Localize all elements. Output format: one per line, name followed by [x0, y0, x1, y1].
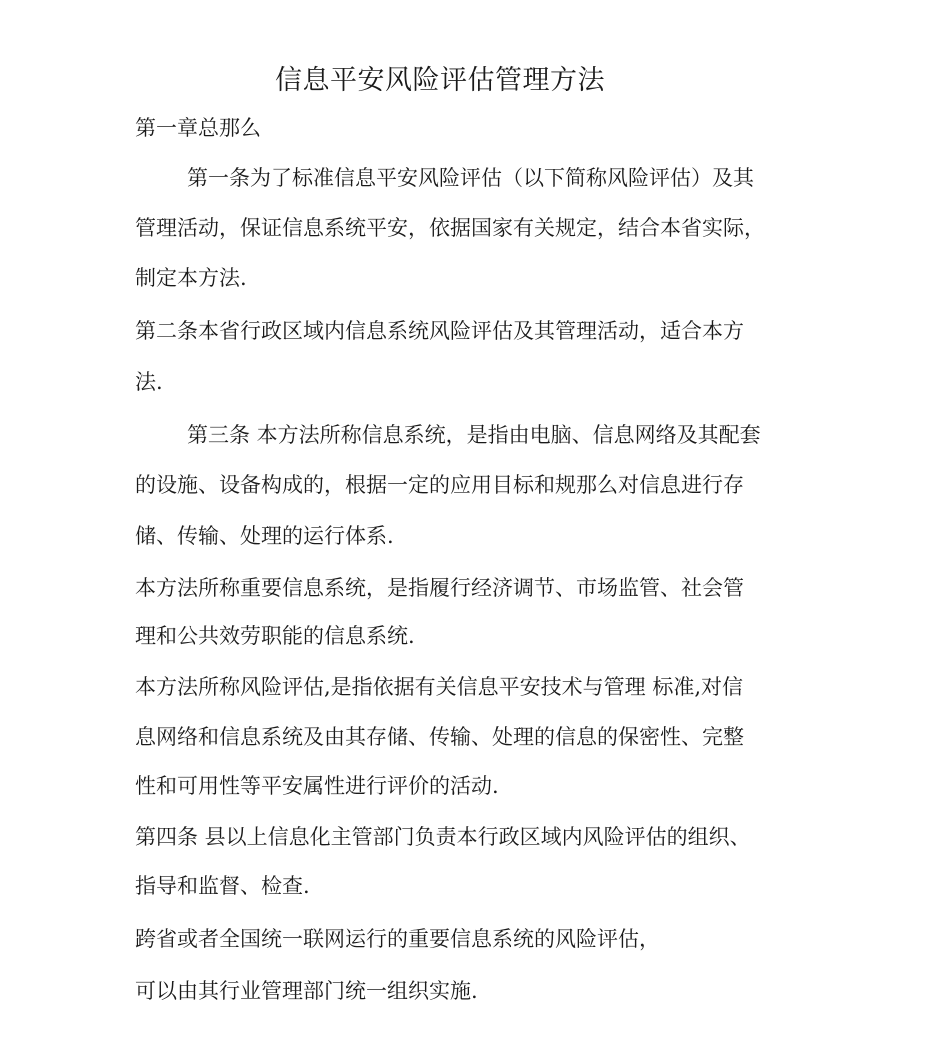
cross-province-line-1: 跨省或者全国统一联网运行的重要信息系统的风险评估，	[135, 927, 660, 951]
article-3-line-3: 储、传输、处理的运行体系.	[135, 524, 394, 548]
cross-province-line-2: 可以由其行业管理部门统一组织实施.	[135, 979, 478, 1003]
definition-2-line-1: 本方法所称风险评估,是指依据有关信息平安技术与管理 标准,对信	[135, 675, 744, 699]
article-4-line-1: 第四条 县以上信息化主管部门负责本行政区域内风险评估的组织、	[135, 825, 751, 849]
article-1-line-1: 第一条为了标准信息平安风险评估（以下简称风险评估）及其	[187, 166, 754, 190]
chapter-heading: 第一章总那么	[135, 116, 261, 140]
article-4-line-2: 指导和监督、检查.	[135, 874, 310, 898]
article-2-line-2: 法.	[135, 370, 163, 394]
definition-1-line-1: 本方法所称重要信息系统，是指履行经济调节、市场监管、社会管	[135, 576, 744, 600]
definition-1-line-2: 理和公共效劳职能的信息系统.	[135, 624, 415, 648]
article-3-line-2: 的设施、设备构成的，根据一定的应用目标和规那么对信息进行存	[135, 473, 744, 497]
article-2-line-1: 第二条本省行政区域内信息系统风险评估及其管理活动，适合本方	[135, 319, 744, 343]
definition-2-line-2: 息网络和信息系统及由其存储、传输、处理的信息的保密性、完整	[135, 725, 744, 749]
article-1-line-2: 管理活动，保证信息系统平安，依据国家有关规定，结合本省实际，	[135, 216, 765, 240]
definition-2-line-3: 性和可用性等平安属性进行评价的活动.	[135, 774, 499, 798]
document-title: 信息平安风险评估管理方法	[275, 65, 605, 96]
article-1-line-3: 制定本方法.	[135, 266, 247, 290]
article-3-line-1: 第三条 本方法所称信息系统，是指由电脑、信息网络及其配套	[187, 423, 761, 447]
